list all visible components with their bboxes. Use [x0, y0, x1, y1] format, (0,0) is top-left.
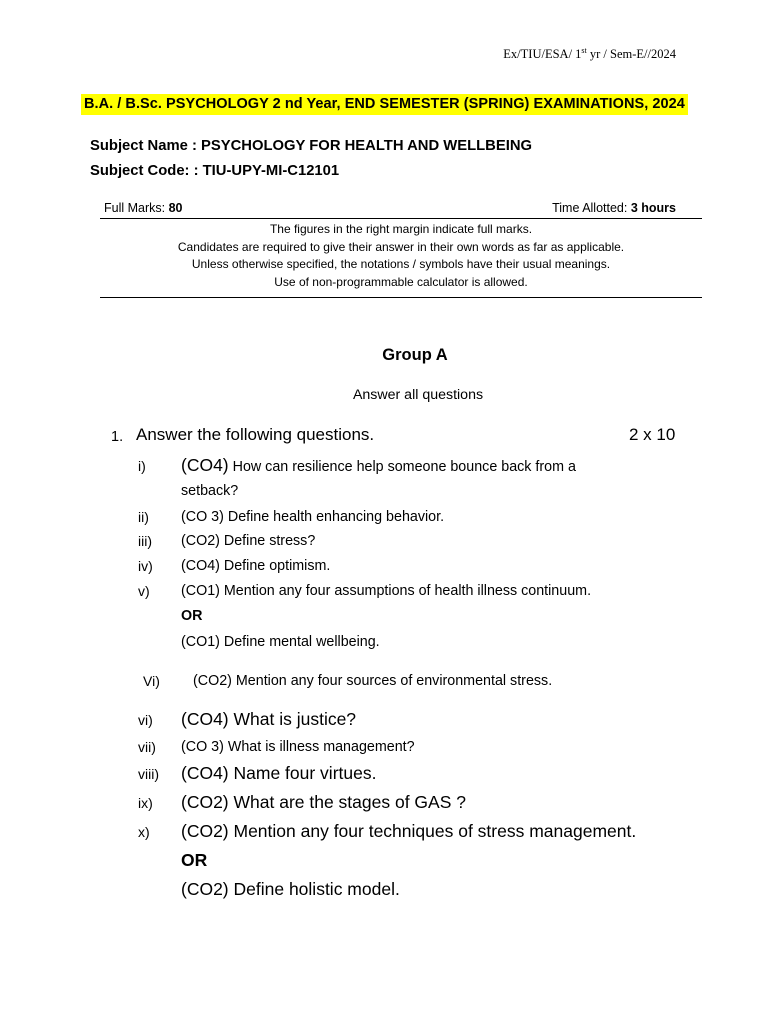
subquestion-label: v) [138, 583, 150, 599]
or-separator: OR [181, 850, 208, 870]
subquestion-label: vi) [138, 712, 153, 728]
subquestion-label: viii) [138, 766, 159, 782]
subquestion-text: (CO4) Name four virtues. [181, 763, 377, 783]
subquestion-label: iii) [138, 533, 152, 549]
subquestion-text: (CO 3) Define health enhancing behavior. [181, 509, 445, 525]
full-marks [104, 201, 183, 215]
instruction-line: Use of non-programmable calculator is allowed. [274, 274, 528, 289]
group-subtitle: Answer all questions [352, 387, 484, 403]
instruction-line: Candidates are required to give their answer in their own words as far as applicable. [177, 239, 625, 254]
exam-code-header [503, 46, 676, 62]
subquestion-label: ii) [138, 509, 149, 525]
exam-code-prefix: Ex/TIU/ESA/ 1 [503, 47, 582, 62]
exam-code-superscript: st [581, 46, 587, 55]
subquestion-label: Vi) [143, 673, 160, 689]
subquestion-label: ix) [138, 795, 153, 811]
time-allotted-value: 3 hours [630, 201, 676, 215]
subquestion-label: x) [138, 824, 150, 840]
question-number: 1. [111, 429, 124, 445]
subject-name: Subject Name : PSYCHOLOGY FOR HEALTH AND WELLBEING [90, 138, 533, 154]
exam-title: B.A. / B.Sc. PSYCHOLOGY 2 nd Year, END SEMESTER (SPRING) EXAMINATIONS, 2024 [81, 94, 688, 115]
subquestion-label: i) [138, 458, 146, 474]
subquestion-label: iv) [138, 558, 153, 574]
exam-code-suffix: yr / Sem-E//2024 [586, 47, 676, 62]
subquestion-text: (CO4) Define optimism. [181, 558, 331, 574]
instruction-line: Unless otherwise specified, the notations / symbols have their usual meanings. [191, 257, 611, 272]
subquestion-text: setback? [181, 483, 239, 499]
subquestion-text: (CO2) Mention any four sources of environmental stress. [193, 673, 553, 689]
time-allotted [552, 201, 676, 215]
group-title: Group A [382, 346, 448, 364]
subquestion-text: (CO2) Mention any four techniques of stress management. [181, 821, 637, 841]
subquestion-text: (CO1) Define mental wellbeing. [181, 634, 380, 650]
full-marks-value: 80 [168, 201, 183, 215]
full-marks-label: Full Marks: [104, 201, 169, 215]
question-marks: 2 x 10 [629, 425, 676, 444]
subquestion-co: (CO4) [181, 455, 229, 475]
subquestion-text [181, 455, 576, 476]
instructions-block [100, 221, 702, 298]
or-separator: OR [181, 608, 203, 624]
time-allotted-label: Time Allotted: [552, 201, 631, 215]
subquestion-text: (CO2) Define holistic model. [181, 879, 400, 899]
subquestion-text: (CO4) What is justice? [181, 709, 357, 729]
subquestion-label: vii) [138, 739, 156, 755]
instruction-line: The figures in the right margin indicate full marks. [269, 222, 533, 236]
subquestion-text: (CO2) Define stress? [181, 533, 316, 549]
subquestion-text: (CO 3) What is illness management? [181, 739, 415, 755]
subquestion-body: How can resilience help someone bounce back from a [228, 459, 576, 475]
subquestion-text: (CO1) Mention any four assumptions of health illness continuum. [181, 583, 592, 599]
question-text: Answer the following questions. [136, 425, 375, 444]
subject-code: Subject Code: : TIU-UPY-MI-C12101 [90, 163, 340, 179]
marks-row [100, 201, 702, 219]
subquestion-text: (CO2) What are the stages of GAS ? [181, 792, 466, 812]
